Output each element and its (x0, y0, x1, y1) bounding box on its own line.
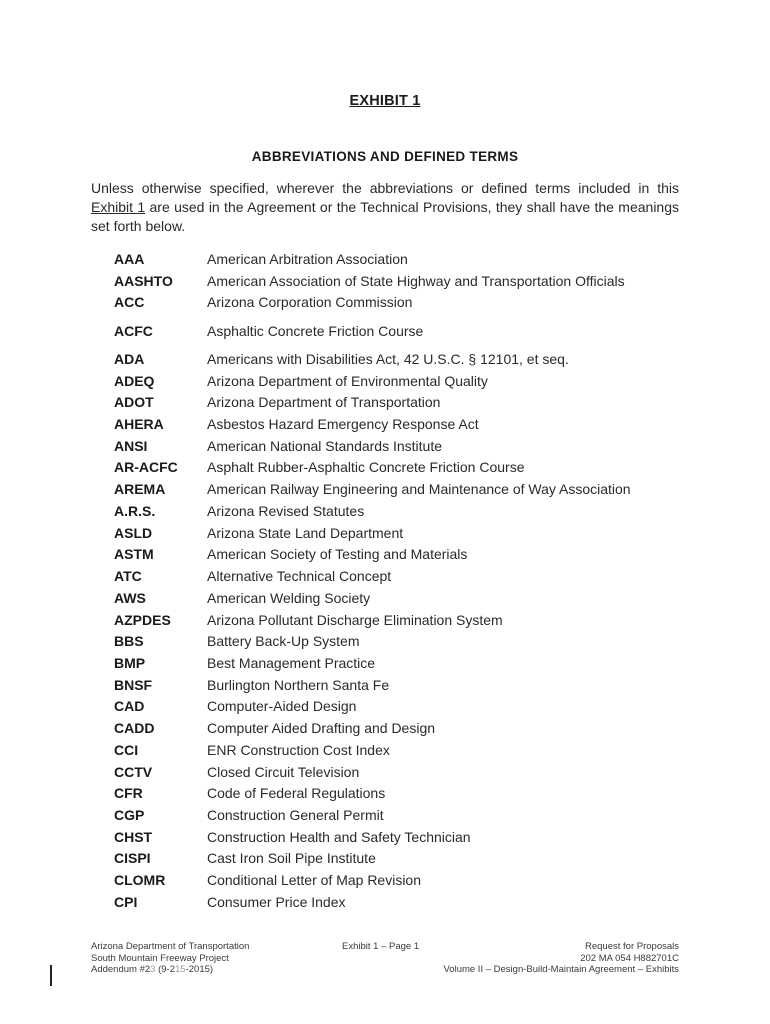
footer-right (443, 941, 679, 976)
term-definition: Construction General Permit (207, 807, 384, 823)
term-abbreviation: CGP (114, 807, 145, 823)
term-abbreviation: ADOT (114, 394, 154, 410)
term-row (114, 436, 714, 457)
term-definition: Computer-Aided Design (207, 698, 357, 714)
term-abbreviation: A.R.S. (114, 503, 156, 519)
term-row (114, 566, 714, 587)
term-abbreviation: CLOMR (114, 872, 166, 888)
term-definition: Asphaltic Concrete Friction Course (207, 323, 424, 339)
footer-addendum-label: Addendum #2 (91, 964, 151, 975)
term-row (114, 321, 714, 342)
term-row (114, 292, 714, 313)
term-row (114, 610, 714, 631)
term-definition: Arizona Revised Statutes (207, 503, 365, 519)
term-abbreviation: CISPI (114, 850, 151, 866)
term-row (114, 457, 714, 478)
term-row (114, 249, 714, 270)
term-abbreviation: AR-ACFC (114, 459, 178, 475)
term-definition: Arizona Pollutant Discharge Elimination System (207, 612, 503, 628)
footer-agency: Arizona Department of Transportation (91, 941, 250, 952)
term-abbreviation: CADD (114, 720, 155, 736)
term-definition: Arizona Department of Transportation (207, 394, 441, 410)
footer-addendum-year: -2015) (185, 964, 214, 975)
term-abbreviation: ACC (114, 294, 145, 310)
footer-addendum-revision: 3 (150, 964, 156, 975)
term-definition: Arizona Department of Environmental Quality (207, 373, 488, 389)
term-definition: American Railway Engineering and Maintenance of Way Association (207, 481, 631, 497)
term-row (114, 501, 714, 522)
term-definition: ENR Construction Cost Index (207, 742, 390, 758)
term-abbreviation: AREMA (114, 481, 166, 497)
revision-change-bar (50, 965, 52, 986)
term-definition: Closed Circuit Television (207, 764, 360, 780)
term-definition: Best Management Practice (207, 655, 376, 671)
term-abbreviation: ASLD (114, 525, 153, 541)
term-row (114, 718, 714, 739)
term-definition: American Arbitration Association (207, 251, 408, 267)
term-row (114, 414, 714, 435)
footer-addendum-day: 15 (175, 964, 186, 975)
term-abbreviation: ATC (114, 568, 142, 584)
term-definition: Computer Aided Drafting and Design (207, 720, 436, 736)
term-row (114, 271, 714, 292)
term-row (114, 349, 714, 370)
term-abbreviation: AAA (114, 251, 145, 267)
term-abbreviation: ANSI (114, 438, 148, 454)
term-row (114, 479, 714, 500)
term-definition: Burlington Northern Santa Fe (207, 677, 390, 693)
footer-rfp: Request for Proposals (585, 941, 679, 952)
term-abbreviation: CAD (114, 698, 145, 714)
term-definition: Arizona State Land Department (207, 525, 404, 541)
term-row (114, 631, 714, 652)
term-row (114, 371, 714, 392)
term-abbreviation: CFR (114, 785, 143, 801)
footer-project: South Mountain Freeway Project (91, 952, 229, 964)
term-definition: Asbestos Hazard Emergency Response Act (207, 416, 479, 432)
term-definition: American Association of State Highway and Transportation Officials (207, 273, 625, 289)
footer-volume: Volume II – Design-Build-Maintain Agreement – Exhibits (443, 964, 679, 975)
term-row (114, 740, 714, 761)
term-row (114, 392, 714, 413)
term-definition: American National Standards Institute (207, 438, 443, 454)
term-definition: Asphalt Rubber-Asphaltic Concrete Friction Course (207, 459, 525, 475)
section-title: ABBREVIATIONS AND DEFINED TERMS (251, 149, 519, 164)
term-definition: Consumer Price Index (207, 894, 346, 910)
term-row (114, 523, 714, 544)
term-definition: American Welding Society (207, 590, 371, 606)
term-definition: Cast Iron Soil Pipe Institute (207, 850, 376, 866)
term-row (114, 762, 714, 783)
term-definition: Americans with Disabilities Act, 42 U.S.C. § 12101, et seq. (207, 351, 569, 367)
term-definition: Arizona Corporation Commission (207, 294, 413, 310)
term-definition: Conditional Letter of Map Revision (207, 872, 422, 888)
term-row (114, 848, 714, 869)
term-abbreviation: CCI (114, 742, 139, 758)
term-abbreviation: BMP (114, 655, 146, 671)
footer-addendum-date-start: (9-2 (155, 964, 176, 975)
footer-page-number: Exhibit 1 – Page 1 (342, 941, 420, 952)
term-abbreviation: ADEQ (114, 373, 155, 389)
intro-text-end: are used in the Agreement or the Technical Provisions, they shall have the meanings set forth below. (91, 199, 680, 234)
footer-left (91, 941, 249, 976)
term-abbreviation: ADA (114, 351, 145, 367)
term-abbreviation: AWS (114, 590, 146, 606)
term-row (114, 653, 714, 674)
term-row (114, 805, 714, 826)
term-definition: Alternative Technical Concept (207, 568, 392, 584)
term-row (114, 588, 714, 609)
term-row (114, 870, 714, 891)
footer-contract-number: 202 MA 054 H882701C (580, 952, 679, 964)
term-definition: American Society of Testing and Materials (207, 546, 468, 562)
term-abbreviation: BNSF (114, 677, 153, 693)
term-abbreviation: BBS (114, 633, 144, 649)
term-row (114, 544, 714, 565)
term-definition: Construction Health and Safety Technician (207, 829, 471, 845)
term-abbreviation: CHST (114, 829, 153, 845)
term-abbreviation: ACFC (114, 323, 153, 339)
intro-text-start: Unless otherwise specified, wherever the abbreviations or defined terms included in this (91, 180, 679, 196)
term-abbreviation: AASHTO (114, 273, 173, 289)
term-row (114, 696, 714, 717)
term-abbreviation: AHERA (114, 416, 164, 432)
term-row (114, 827, 714, 848)
intro-paragraph (91, 179, 679, 236)
exhibit-title: EXHIBIT 1 (349, 93, 421, 109)
term-definition: Battery Back-Up System (207, 633, 360, 649)
exhibit-1-reference: Exhibit 1 (91, 199, 146, 215)
term-abbreviation: CCTV (114, 764, 153, 780)
term-row (114, 783, 714, 804)
footer-addendum (91, 964, 249, 976)
term-row (114, 675, 714, 696)
term-definition: Code of Federal Regulations (207, 785, 386, 801)
term-abbreviation: ASTM (114, 546, 154, 562)
term-abbreviation: CPI (114, 894, 138, 910)
term-row (114, 892, 714, 913)
term-abbreviation: AZPDES (114, 612, 171, 628)
